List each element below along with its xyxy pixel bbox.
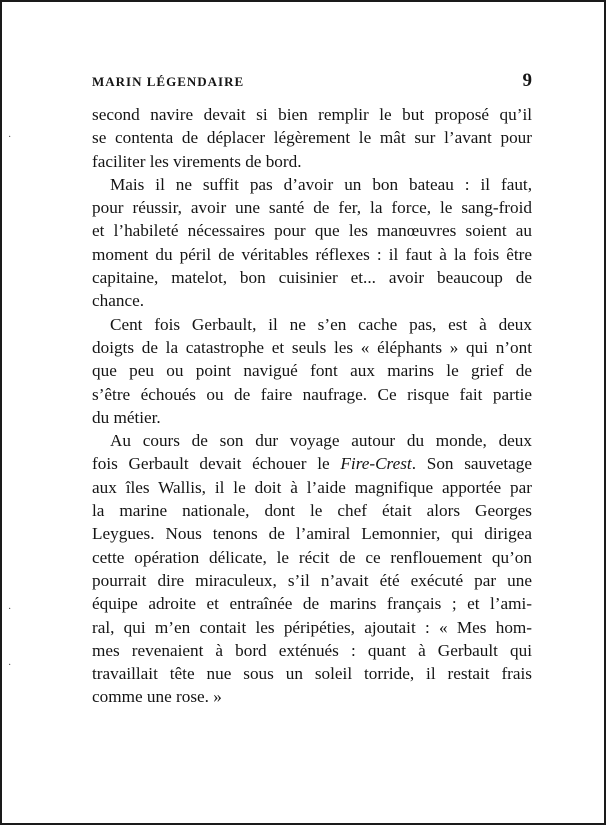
running-head — [92, 70, 532, 94]
margin-mark: · — [8, 604, 12, 615]
page-number: 9 — [522, 70, 532, 91]
margin-mark: · — [8, 132, 12, 143]
text-line: que peu ou point navigué font aux marins le grief de — [92, 361, 532, 381]
text-line: capitaine, matelot, bon cuisinier et... avoir beaucoup de — [92, 268, 532, 288]
text-line — [92, 452, 532, 475]
running-title: MARIN LÉGENDAIRE — [92, 74, 245, 89]
text-line: la marine nationale, dont le chef était alors Georges — [92, 501, 532, 521]
text-line: Mais il ne suffit pas d’avoir un bon bateau : il faut, — [110, 174, 532, 194]
text-line: ral, qui m’en contait les péripéties, ajoutait : « Mes hom- — [92, 617, 532, 637]
text-line: mes revenaient à bord exténués : quant à Gerbault qui — [92, 640, 532, 660]
text-line: cette opération délicate, le récit de ce renflouement qu’on — [92, 547, 532, 567]
text-line: pourrait dire miraculeux, s’il n’avait été exécuté par une — [92, 570, 532, 590]
text-line: équipe adroite et entraînée de marins français ; et l’ami- — [92, 594, 532, 614]
text-line: comme une rose. » — [92, 687, 222, 707]
text-line: doigts de la catastrophe et seuls les « éléphants » qui n’ont — [92, 337, 532, 357]
text-line: Au cours de son dur voyage autour du monde, deux — [110, 431, 532, 451]
text-line: et l’habileté nécessaires pour que les manœuvres soient au — [92, 221, 532, 241]
text-line: Leygues. Nous tenons de l’amiral Lemonnier, qui dirigea — [92, 524, 532, 544]
text-line: pour réussir, avoir une santé de fer, la force, le sang-froid — [92, 198, 532, 218]
margin-mark: · — [8, 660, 12, 671]
text-line: second navire devait si bien remplir le but proposé qu’il — [92, 105, 532, 124]
text-line: du métier. — [92, 407, 161, 427]
boat-name: Fire-Crest — [340, 454, 412, 474]
text-segment: . Son sauvetage — [411, 454, 533, 474]
text-line: chance. — [92, 291, 144, 311]
text-line: aux îles Wallis, il le doit à l’aide magnifique apportée par — [92, 477, 532, 497]
text-line: se contenta de déplacer légèrement le mât sur l’avant pour — [92, 128, 532, 148]
text-line: faciliter les virements de bord. — [92, 151, 302, 171]
body-text — [92, 103, 532, 709]
text-line: travaillait tête nue sous un soleil torride, il restait frais — [92, 664, 532, 684]
text-line: moment du péril de véritables réflexes : il faut à la fois être — [92, 244, 532, 264]
text-line: s’être échoués ou de faire naufrage. Ce risque fait partie — [92, 384, 532, 404]
text-segment: fois Gerbault devait échouer le — [92, 454, 341, 474]
text-line: Cent fois Gerbault, il ne s’en cache pas, est à deux — [110, 314, 532, 334]
